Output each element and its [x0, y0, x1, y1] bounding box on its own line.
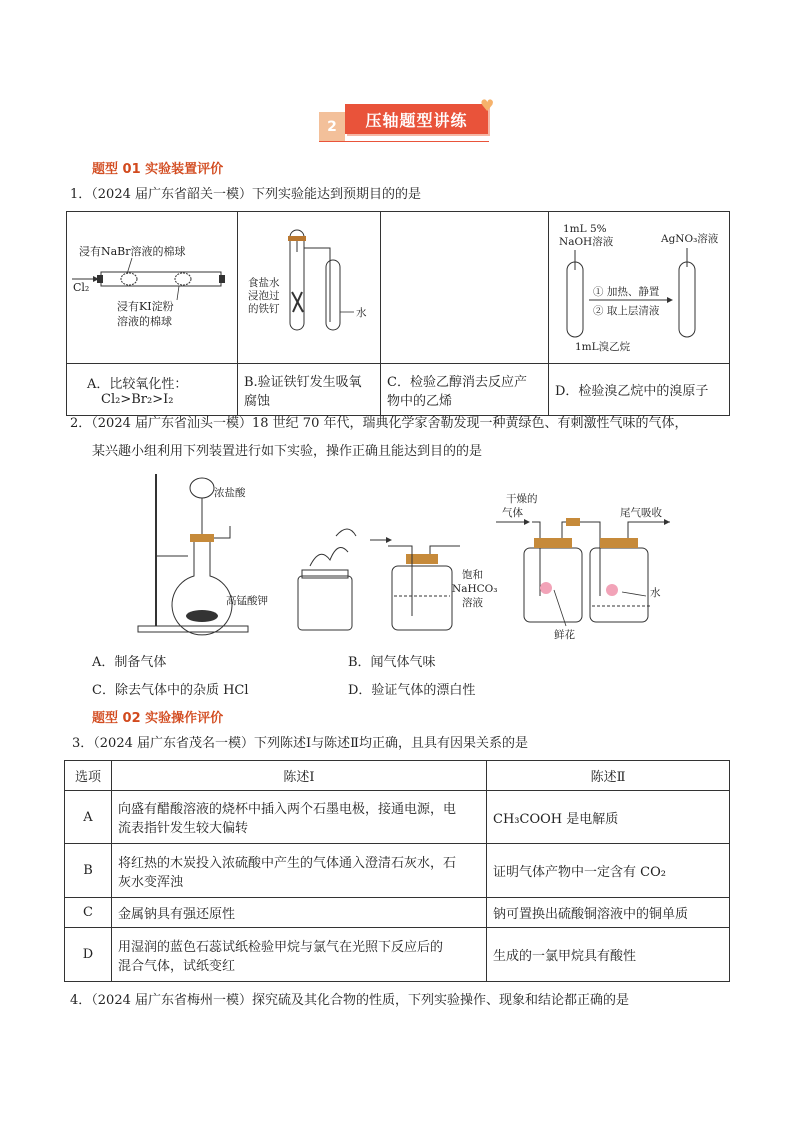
fig-b-label-1: 食盐水	[248, 277, 280, 289]
q3-row-c-statement-1: 金属钠具有强还原性	[112, 898, 487, 928]
banner-title: 压轴题型讲练	[345, 104, 488, 134]
banner-underline	[319, 141, 489, 142]
fig2-sat-label-3: 溶液	[462, 597, 483, 609]
fig2-water-label: 水	[650, 587, 661, 599]
q3-row-a-s1-line-1: 向盛有醋酸溶液的烧杯中插入两个石墨电极，接通电源，电	[118, 802, 457, 817]
fig-d-step-1: ① 加热、静置	[593, 286, 660, 298]
q3-row-d-s1-line-2: 混合气体，试纸变红	[118, 958, 236, 974]
fig2-sat-label-2: NaHCO₃	[452, 583, 498, 595]
q3-row-b-option: B	[65, 844, 112, 898]
q3-row-b[interactable]	[65, 844, 730, 898]
q3-row-c-statement-2: 钠可置换出硫酸铜溶液中的铜单质	[487, 898, 730, 928]
question-2-stem-2: 某兴趣小组利用下列装置进行如下实验，操作正确且能达到目的的是	[92, 444, 483, 459]
q3-header-statement-2: 陈述Ⅱ	[487, 761, 730, 791]
q1-option-b-line-2: 腐蚀	[244, 393, 271, 409]
fig-a-bottom-label-1: 浸有KI淀粉	[117, 300, 174, 313]
section-title-1: 题型 01 实验装置评价	[92, 162, 224, 177]
fig2-sat-label-1: 饱和	[462, 569, 483, 581]
q1-option-d-text: D．检验溴乙烷中的溴原子	[555, 384, 709, 399]
question-1-table	[66, 211, 730, 416]
fig-d-reagent-1: 1mL 5%	[563, 223, 607, 235]
question-4-stem: 4．（2024 届广东省梅州一模）探究硫及其化合物的性质，下列实验操作、现象和结论都正确的是	[70, 993, 629, 1008]
q3-row-a-s1-line-2: 流表指针发生较大偏转	[118, 821, 249, 836]
q3-row-b-s1-line-2: 灰水变浑浊	[118, 874, 184, 890]
q2-option-a[interactable]: A．制备气体	[92, 655, 167, 670]
q1-option-c-line-1: C．检验乙醇消去反应产	[387, 374, 527, 390]
q3-row-d-option: D	[65, 928, 112, 982]
q3-row-a-statement-1	[112, 791, 487, 844]
figure-cell-d	[549, 212, 730, 364]
q1-option-a-line-2: Cl₂>Br₂>I₂	[101, 391, 174, 407]
q1-option-c[interactable]	[381, 364, 549, 416]
q1-option-a[interactable]	[67, 364, 238, 416]
q3-header-option: 选项	[65, 761, 112, 791]
question-3-stem: 3．（2024 届广东省茂名一模）下列陈述Ⅰ与陈述Ⅱ均正确，且具有因果关系的是	[72, 736, 528, 751]
q3-row-b-statement-1	[112, 844, 487, 898]
q1-option-d[interactable]	[549, 364, 730, 416]
q3-row-d-statement-1	[112, 928, 487, 982]
section-title-2: 题型 02 实验操作评价	[92, 711, 224, 726]
figure-cell-b	[238, 212, 381, 364]
q3-row-d-statement-2: 生成的一氯甲烷具有酸性	[487, 928, 730, 982]
q3-row-c-option: C	[65, 898, 112, 928]
fig2-flower-label: 鲜花	[554, 629, 575, 641]
fig2-dry-label-1: 干燥的	[506, 493, 538, 505]
q3-row-b-s1-line-1: 将红热的木炭投入浓硫酸中产生的气体通入澄清石灰水，石	[118, 855, 457, 871]
q3-row-a[interactable]	[65, 791, 730, 844]
figure-cell-a	[67, 212, 238, 364]
fig-a-bottom-label-2: 溶液的棉球	[117, 315, 172, 328]
question-3-table	[64, 760, 730, 982]
q2-option-b[interactable]: B．闻气体气味	[348, 655, 436, 670]
fig-b-label-2: 浸泡过	[248, 290, 280, 302]
q3-row-a-option: A	[65, 791, 112, 844]
q1-option-a-line-1: A．比较氧化性：	[87, 376, 188, 392]
heart-icon: ♥	[480, 96, 495, 115]
fig2-dry-label-2: 气体	[502, 507, 523, 519]
fig2-tail-label: 尾气吸收	[620, 507, 662, 519]
q2-option-d[interactable]: D．验证气体的漂白性	[348, 683, 476, 698]
fig-d-reagent-3: AgNO₃溶液	[661, 233, 719, 245]
fig2-kmno4-label: 高锰酸钾	[226, 595, 268, 607]
fig-a-gas-label: Cl₂	[73, 281, 90, 294]
section-number: 2	[319, 112, 345, 142]
q1-option-c-line-2: 物中的乙烯	[387, 393, 453, 409]
fig2-hcl-label: 浓盐酸	[214, 487, 246, 499]
fig-d-bottom-label: 1mL溴乙烷	[575, 341, 631, 353]
q3-header-statement-1: 陈述Ⅰ	[112, 761, 487, 791]
q3-row-d-s1-line-1: 用湿润的蓝色石蕊试纸检验甲烷与氯气在光照下反应后的	[118, 939, 444, 955]
halogen-tube-figure	[67, 212, 237, 359]
question-2-stem-1: 2．（2024 届广东省汕头一模）18 世纪 70 年代，瑞典化学家舍勒发现一种黄绿色、有刺激性气味的气体，	[70, 416, 688, 431]
figure-cell-c	[381, 212, 549, 364]
q1-option-b[interactable]	[238, 364, 381, 416]
bromoethane-test-figure	[549, 212, 729, 359]
fig-d-reagent-2: NaOH溶液	[559, 236, 614, 248]
chlorine-apparatus-figure	[130, 466, 690, 646]
q3-row-b-statement-2: 证明气体产物中一定含有 CO₂	[487, 844, 730, 898]
q3-row-c[interactable]	[65, 898, 730, 928]
fig-a-top-label: 浸有NaBr溶液的棉球	[79, 245, 186, 258]
question-1-stem: 1．（2024 届广东省韶关一模）下列实验能达到预期目的的是	[70, 187, 421, 202]
q2-option-c[interactable]: C．除去气体中的杂质 HCl	[92, 683, 249, 698]
q1-option-b-line-1: B.验证铁钉发生吸氧	[244, 374, 362, 390]
fig-b-water-label: 水	[356, 307, 367, 319]
q3-row-a-statement-2: CH₃COOH 是电解质	[487, 791, 730, 844]
iron-nail-figure	[238, 212, 380, 359]
fig-d-step-2: ② 取上层清液	[593, 305, 660, 317]
fig-b-label-3: 的铁钉	[248, 303, 280, 315]
q3-row-d[interactable]	[65, 928, 730, 982]
